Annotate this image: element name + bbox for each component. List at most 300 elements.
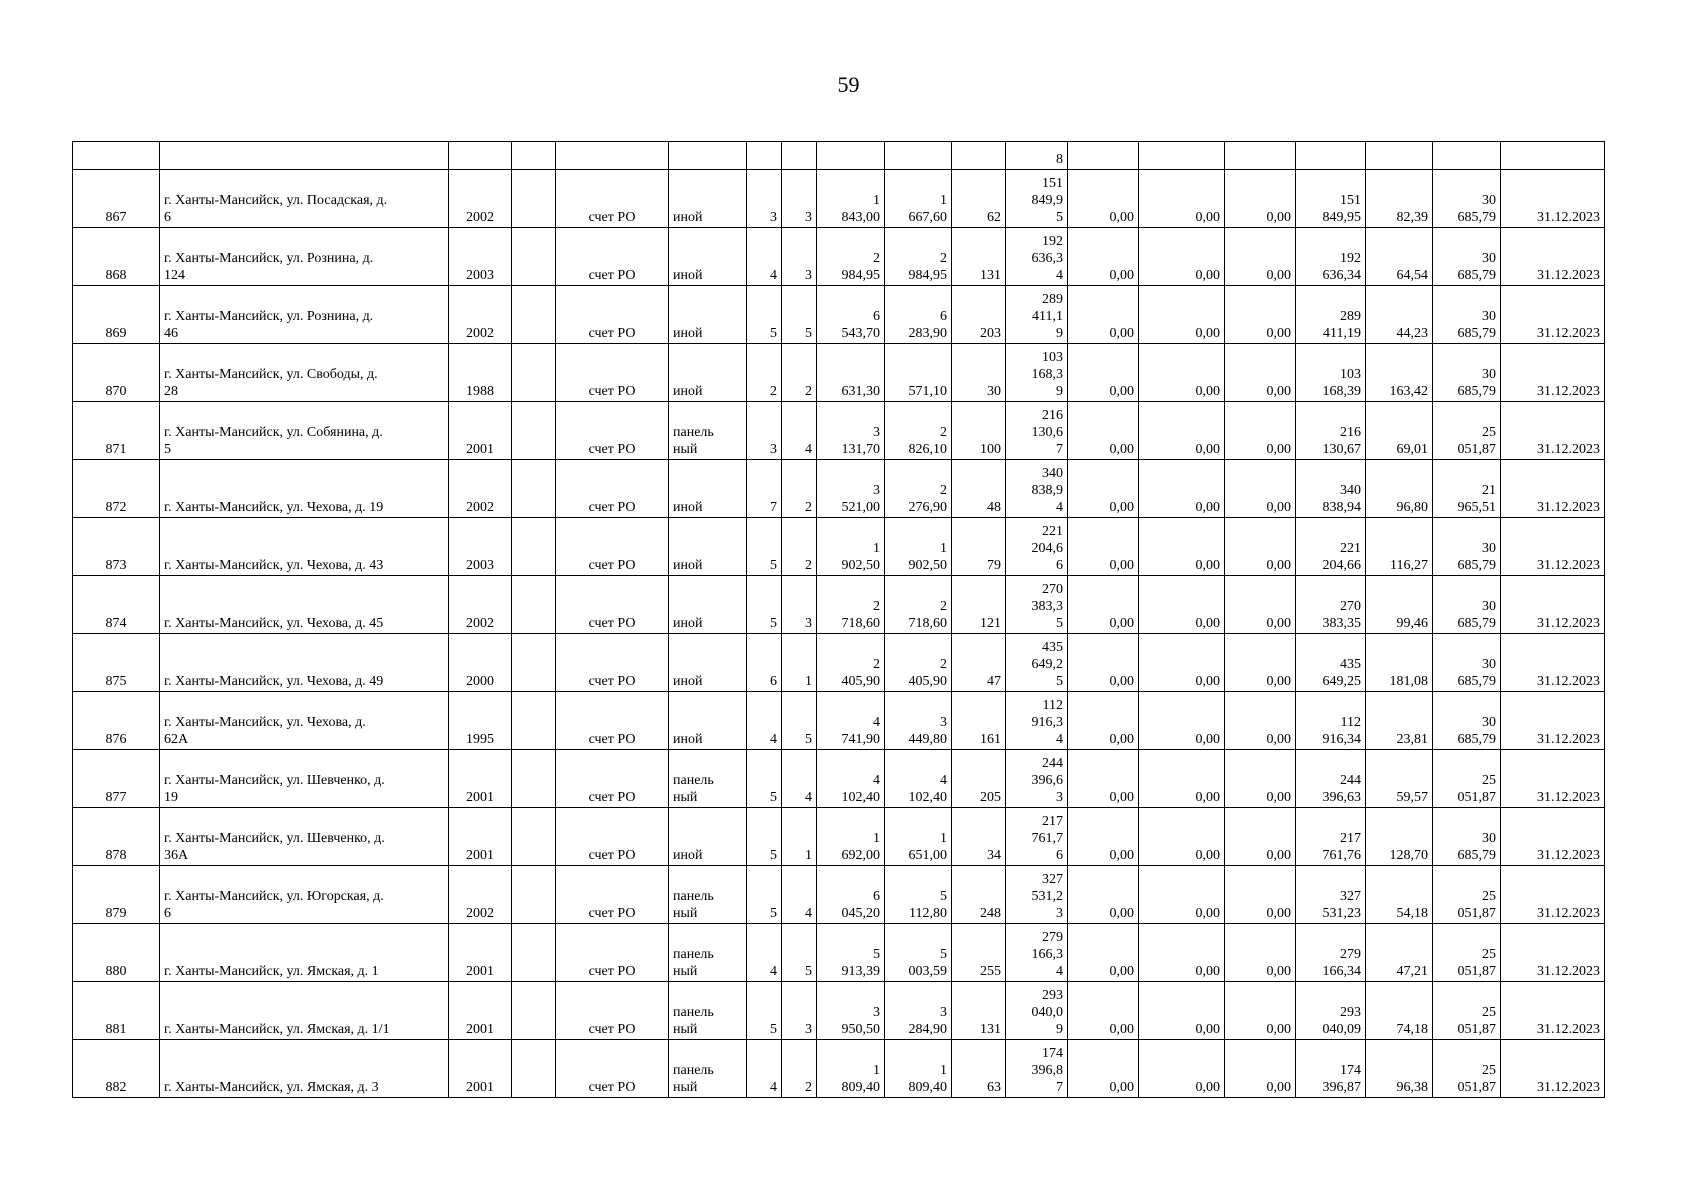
fund-municipal-cell: 0,00 (1225, 982, 1296, 1040)
fund-federal-cell: 0,00 (1068, 692, 1139, 750)
total-area-cell: 1 809,40 (817, 1040, 885, 1098)
wall-material-cell: иной (669, 576, 747, 634)
fund-regional-cell: 0,00 (1139, 286, 1225, 344)
table-row (73, 866, 1605, 924)
total-cost-cell: 293 040,0 9 (1006, 982, 1068, 1040)
build-year-cell: 2001 (449, 402, 512, 460)
total-area-cell: 3 521,00 (817, 460, 885, 518)
empty-cell-cell (512, 576, 556, 634)
wall-material-cell: иной (669, 228, 747, 286)
total-area-cell: 2 984,95 (817, 228, 885, 286)
continuation-cell (556, 142, 669, 170)
fund-owners-cell: 112 916,34 (1296, 692, 1366, 750)
empty-cell-cell (512, 344, 556, 402)
unit-cost-cell: 44,23 (1366, 286, 1433, 344)
floors-cell: 3 (747, 402, 782, 460)
unit-cost-limit-cell: 30 685,79 (1433, 170, 1501, 228)
empty-cell-cell (512, 170, 556, 228)
wall-material-cell: панель ный (669, 750, 747, 808)
empty-cell-cell (512, 808, 556, 866)
fund-account-cell: счет РО (556, 170, 669, 228)
entrances-cell: 3 (782, 982, 817, 1040)
total-area-cell: 2 718,60 (817, 576, 885, 634)
fund-federal-cell: 0,00 (1068, 286, 1139, 344)
completion-date-cell: 31.12.2023 (1501, 982, 1605, 1040)
living-area-cell: 2 984,95 (885, 228, 952, 286)
residents-cell: 48 (952, 460, 1006, 518)
entrances-cell: 4 (782, 402, 817, 460)
fund-account-cell: счет РО (556, 808, 669, 866)
floors-cell: 5 (747, 518, 782, 576)
empty-cell-cell (512, 402, 556, 460)
unit-cost-cell: 23,81 (1366, 692, 1433, 750)
living-area-cell: 571,10 (885, 344, 952, 402)
completion-date-cell: 31.12.2023 (1501, 576, 1605, 634)
fund-account-cell: счет РО (556, 576, 669, 634)
row-number-cell: 870 (73, 344, 160, 402)
build-year-cell: 2002 (449, 866, 512, 924)
fund-owners-cell: 221 204,66 (1296, 518, 1366, 576)
residents-cell: 63 (952, 1040, 1006, 1098)
continuation-cell (885, 142, 952, 170)
fund-owners-cell: 216 130,67 (1296, 402, 1366, 460)
total-cost-cell: 151 849,9 5 (1006, 170, 1068, 228)
fund-municipal-cell: 0,00 (1225, 576, 1296, 634)
build-year-cell: 2001 (449, 750, 512, 808)
residents-cell: 205 (952, 750, 1006, 808)
wall-material-cell: иной (669, 170, 747, 228)
floors-cell: 3 (747, 170, 782, 228)
floors-cell: 4 (747, 1040, 782, 1098)
total-cost-cell: 217 761,7 6 (1006, 808, 1068, 866)
fund-owners-cell: 270 383,35 (1296, 576, 1366, 634)
fund-municipal-cell: 0,00 (1225, 344, 1296, 402)
living-area-cell: 5 003,59 (885, 924, 952, 982)
wall-material-cell: иной (669, 286, 747, 344)
residents-cell: 62 (952, 170, 1006, 228)
total-cost-cell: 279 166,3 4 (1006, 924, 1068, 982)
fund-regional-cell: 0,00 (1139, 866, 1225, 924)
total-area-cell: 6 543,70 (817, 286, 885, 344)
row-number-cell: 879 (73, 866, 160, 924)
continuation-cell (1068, 142, 1139, 170)
entrances-cell: 2 (782, 518, 817, 576)
unit-cost-cell: 69,01 (1366, 402, 1433, 460)
row-number-cell: 868 (73, 228, 160, 286)
table-row (73, 924, 1605, 982)
unit-cost-cell: 96,80 (1366, 460, 1433, 518)
fund-federal-cell: 0,00 (1068, 982, 1139, 1040)
empty-cell-cell (512, 982, 556, 1040)
living-area-cell: 2 718,60 (885, 576, 952, 634)
fund-owners-cell: 289 411,19 (1296, 286, 1366, 344)
address-cell: г. Ханты-Мансийск, ул. Чехова, д. 43 (160, 518, 449, 576)
unit-cost-limit-cell: 30 685,79 (1433, 808, 1501, 866)
unit-cost-cell: 59,57 (1366, 750, 1433, 808)
floors-cell: 2 (747, 344, 782, 402)
continuation-cell: 8 (1006, 142, 1068, 170)
fund-regional-cell: 0,00 (1139, 750, 1225, 808)
unit-cost-cell: 116,27 (1366, 518, 1433, 576)
continuation-cell (952, 142, 1006, 170)
residents-cell: 131 (952, 228, 1006, 286)
continuation-cell (1296, 142, 1366, 170)
unit-cost-limit-cell: 25 051,87 (1433, 750, 1501, 808)
fund-account-cell: счет РО (556, 924, 669, 982)
row-number-cell: 873 (73, 518, 160, 576)
table-row (73, 1040, 1605, 1098)
entrances-cell: 1 (782, 808, 817, 866)
total-area-cell: 4 741,90 (817, 692, 885, 750)
entrances-cell: 2 (782, 1040, 817, 1098)
completion-date-cell: 31.12.2023 (1501, 866, 1605, 924)
completion-date-cell: 31.12.2023 (1501, 634, 1605, 692)
total-area-cell: 5 913,39 (817, 924, 885, 982)
fund-federal-cell: 0,00 (1068, 634, 1139, 692)
build-year-cell: 1995 (449, 692, 512, 750)
unit-cost-limit-cell: 30 685,79 (1433, 634, 1501, 692)
living-area-cell: 6 283,90 (885, 286, 952, 344)
fund-federal-cell: 0,00 (1068, 402, 1139, 460)
fund-regional-cell: 0,00 (1139, 1040, 1225, 1098)
completion-date-cell: 31.12.2023 (1501, 286, 1605, 344)
fund-federal-cell: 0,00 (1068, 170, 1139, 228)
residents-cell: 255 (952, 924, 1006, 982)
row-number-cell: 875 (73, 634, 160, 692)
fund-municipal-cell: 0,00 (1225, 866, 1296, 924)
address-cell: г. Ханты-Мансийск, ул. Рознина, д. 46 (160, 286, 449, 344)
completion-date-cell: 31.12.2023 (1501, 402, 1605, 460)
entrances-cell: 1 (782, 634, 817, 692)
housing-registry-table (72, 141, 1605, 1098)
total-area-cell: 631,30 (817, 344, 885, 402)
completion-date-cell: 31.12.2023 (1501, 924, 1605, 982)
table-row (73, 286, 1605, 344)
fund-owners-cell: 217 761,76 (1296, 808, 1366, 866)
build-year-cell: 2001 (449, 808, 512, 866)
fund-regional-cell: 0,00 (1139, 228, 1225, 286)
living-area-cell: 5 112,80 (885, 866, 952, 924)
total-cost-cell: 435 649,2 5 (1006, 634, 1068, 692)
total-cost-cell: 340 838,9 4 (1006, 460, 1068, 518)
table-row (73, 228, 1605, 286)
living-area-cell: 1 667,60 (885, 170, 952, 228)
empty-cell-cell (512, 866, 556, 924)
unit-cost-limit-cell: 25 051,87 (1433, 1040, 1501, 1098)
total-cost-cell: 174 396,8 7 (1006, 1040, 1068, 1098)
fund-owners-cell: 293 040,09 (1296, 982, 1366, 1040)
continuation-cell (449, 142, 512, 170)
fund-municipal-cell: 0,00 (1225, 518, 1296, 576)
address-cell: г. Ханты-Мансийск, ул. Чехова, д. 49 (160, 634, 449, 692)
build-year-cell: 2002 (449, 576, 512, 634)
floors-cell: 5 (747, 982, 782, 1040)
row-number-cell: 881 (73, 982, 160, 1040)
entrances-cell: 4 (782, 866, 817, 924)
floors-cell: 5 (747, 866, 782, 924)
wall-material-cell: панель ный (669, 866, 747, 924)
entrances-cell: 5 (782, 286, 817, 344)
fund-municipal-cell: 0,00 (1225, 170, 1296, 228)
unit-cost-cell: 74,18 (1366, 982, 1433, 1040)
fund-owners-cell: 151 849,95 (1296, 170, 1366, 228)
living-area-cell: 3 284,90 (885, 982, 952, 1040)
fund-municipal-cell: 0,00 (1225, 924, 1296, 982)
completion-date-cell: 31.12.2023 (1501, 692, 1605, 750)
table-row (73, 170, 1605, 228)
fund-owners-cell: 340 838,94 (1296, 460, 1366, 518)
unit-cost-cell: 163,42 (1366, 344, 1433, 402)
living-area-cell: 1 809,40 (885, 1040, 952, 1098)
wall-material-cell: иной (669, 460, 747, 518)
floors-cell: 6 (747, 634, 782, 692)
table-row (73, 750, 1605, 808)
fund-regional-cell: 0,00 (1139, 402, 1225, 460)
residents-cell: 30 (952, 344, 1006, 402)
fund-municipal-cell: 0,00 (1225, 692, 1296, 750)
unit-cost-limit-cell: 30 685,79 (1433, 576, 1501, 634)
table-row (73, 634, 1605, 692)
total-cost-cell: 103 168,3 9 (1006, 344, 1068, 402)
unit-cost-cell: 64,54 (1366, 228, 1433, 286)
fund-regional-cell: 0,00 (1139, 460, 1225, 518)
fund-owners-cell: 244 396,63 (1296, 750, 1366, 808)
address-cell: г. Ханты-Мансийск, ул. Чехова, д. 62А (160, 692, 449, 750)
unit-cost-limit-cell: 25 051,87 (1433, 866, 1501, 924)
continuation-cell (160, 142, 449, 170)
unit-cost-limit-cell: 30 685,79 (1433, 518, 1501, 576)
continuation-cell (1139, 142, 1225, 170)
build-year-cell: 2001 (449, 924, 512, 982)
total-area-cell: 2 405,90 (817, 634, 885, 692)
fund-municipal-cell: 0,00 (1225, 402, 1296, 460)
unit-cost-cell: 82,39 (1366, 170, 1433, 228)
address-cell: г. Ханты-Мансийск, ул. Свободы, д. 28 (160, 344, 449, 402)
fund-account-cell: счет РО (556, 228, 669, 286)
fund-regional-cell: 0,00 (1139, 344, 1225, 402)
completion-date-cell: 31.12.2023 (1501, 518, 1605, 576)
residents-cell: 131 (952, 982, 1006, 1040)
wall-material-cell: панель ный (669, 1040, 747, 1098)
fund-federal-cell: 0,00 (1068, 518, 1139, 576)
continuation-cell (782, 142, 817, 170)
continuation-cell (1501, 142, 1605, 170)
fund-owners-cell: 103 168,39 (1296, 344, 1366, 402)
unit-cost-limit-cell: 30 685,79 (1433, 692, 1501, 750)
build-year-cell: 2001 (449, 1040, 512, 1098)
row-number-cell: 880 (73, 924, 160, 982)
fund-federal-cell: 0,00 (1068, 228, 1139, 286)
fund-municipal-cell: 0,00 (1225, 750, 1296, 808)
wall-material-cell: иной (669, 808, 747, 866)
entrances-cell: 3 (782, 228, 817, 286)
fund-federal-cell: 0,00 (1068, 344, 1139, 402)
empty-cell-cell (512, 924, 556, 982)
fund-owners-cell: 192 636,34 (1296, 228, 1366, 286)
living-area-cell: 2 276,90 (885, 460, 952, 518)
build-year-cell: 1988 (449, 344, 512, 402)
continuation-row (73, 142, 1605, 170)
residents-cell: 248 (952, 866, 1006, 924)
completion-date-cell: 31.12.2023 (1501, 750, 1605, 808)
fund-owners-cell: 279 166,34 (1296, 924, 1366, 982)
build-year-cell: 2003 (449, 518, 512, 576)
fund-regional-cell: 0,00 (1139, 634, 1225, 692)
fund-federal-cell: 0,00 (1068, 808, 1139, 866)
continuation-cell (1366, 142, 1433, 170)
residents-cell: 47 (952, 634, 1006, 692)
continuation-cell (512, 142, 556, 170)
entrances-cell: 2 (782, 344, 817, 402)
build-year-cell: 2000 (449, 634, 512, 692)
living-area-cell: 1 902,50 (885, 518, 952, 576)
build-year-cell: 2002 (449, 170, 512, 228)
residents-cell: 34 (952, 808, 1006, 866)
unit-cost-cell: 99,46 (1366, 576, 1433, 634)
entrances-cell: 4 (782, 750, 817, 808)
entrances-cell: 5 (782, 692, 817, 750)
row-number-cell: 877 (73, 750, 160, 808)
table-row (73, 808, 1605, 866)
total-cost-cell: 244 396,6 3 (1006, 750, 1068, 808)
wall-material-cell: иной (669, 344, 747, 402)
living-area-cell: 2 405,90 (885, 634, 952, 692)
empty-cell-cell (512, 518, 556, 576)
table-row (73, 518, 1605, 576)
total-cost-cell: 112 916,3 4 (1006, 692, 1068, 750)
row-number-cell: 876 (73, 692, 160, 750)
address-cell: г. Ханты-Мансийск, ул. Ямская, д. 1 (160, 924, 449, 982)
fund-account-cell: счет РО (556, 634, 669, 692)
fund-account-cell: счет РО (556, 750, 669, 808)
empty-cell-cell (512, 692, 556, 750)
fund-regional-cell: 0,00 (1139, 518, 1225, 576)
floors-cell: 5 (747, 808, 782, 866)
fund-regional-cell: 0,00 (1139, 170, 1225, 228)
total-cost-cell: 221 204,6 6 (1006, 518, 1068, 576)
table-row (73, 576, 1605, 634)
address-cell: г. Ханты-Мансийск, ул. Шевченко, д. 36А (160, 808, 449, 866)
total-cost-cell: 192 636,3 4 (1006, 228, 1068, 286)
row-number-cell: 867 (73, 170, 160, 228)
table-row (73, 402, 1605, 460)
unit-cost-limit-cell: 25 051,87 (1433, 982, 1501, 1040)
residents-cell: 121 (952, 576, 1006, 634)
entrances-cell: 3 (782, 576, 817, 634)
address-cell: г. Ханты-Мансийск, ул. Шевченко, д. 19 (160, 750, 449, 808)
total-cost-cell: 327 531,2 3 (1006, 866, 1068, 924)
wall-material-cell: панель ный (669, 982, 747, 1040)
continuation-cell (747, 142, 782, 170)
floors-cell: 7 (747, 460, 782, 518)
fund-account-cell: счет РО (556, 866, 669, 924)
address-cell: г. Ханты-Мансийск, ул. Югорская, д. 6 (160, 866, 449, 924)
empty-cell-cell (512, 228, 556, 286)
row-number-cell: 872 (73, 460, 160, 518)
fund-municipal-cell: 0,00 (1225, 808, 1296, 866)
empty-cell-cell (512, 286, 556, 344)
wall-material-cell: иной (669, 634, 747, 692)
wall-material-cell: панель ный (669, 402, 747, 460)
table-row (73, 460, 1605, 518)
address-cell: г. Ханты-Мансийск, ул. Чехова, д. 19 (160, 460, 449, 518)
table-body (73, 142, 1605, 1098)
fund-regional-cell: 0,00 (1139, 924, 1225, 982)
table-row (73, 692, 1605, 750)
residents-cell: 100 (952, 402, 1006, 460)
fund-regional-cell: 0,00 (1139, 576, 1225, 634)
fund-account-cell: счет РО (556, 692, 669, 750)
total-area-cell: 1 692,00 (817, 808, 885, 866)
residents-cell: 203 (952, 286, 1006, 344)
fund-owners-cell: 327 531,23 (1296, 866, 1366, 924)
unit-cost-cell: 54,18 (1366, 866, 1433, 924)
living-area-cell: 1 651,00 (885, 808, 952, 866)
address-cell: г. Ханты-Мансийск, ул. Посадская, д. 6 (160, 170, 449, 228)
floors-cell: 4 (747, 924, 782, 982)
living-area-cell: 3 449,80 (885, 692, 952, 750)
continuation-cell (669, 142, 747, 170)
entrances-cell: 2 (782, 460, 817, 518)
completion-date-cell: 31.12.2023 (1501, 228, 1605, 286)
table-row (73, 982, 1605, 1040)
completion-date-cell: 31.12.2023 (1501, 460, 1605, 518)
row-number-cell: 874 (73, 576, 160, 634)
unit-cost-cell: 181,08 (1366, 634, 1433, 692)
fund-owners-cell: 435 649,25 (1296, 634, 1366, 692)
living-area-cell: 4 102,40 (885, 750, 952, 808)
total-cost-cell: 270 383,3 5 (1006, 576, 1068, 634)
unit-cost-limit-cell: 30 685,79 (1433, 228, 1501, 286)
fund-municipal-cell: 0,00 (1225, 460, 1296, 518)
total-area-cell: 3 131,70 (817, 402, 885, 460)
floors-cell: 5 (747, 576, 782, 634)
residents-cell: 161 (952, 692, 1006, 750)
empty-cell-cell (512, 460, 556, 518)
entrances-cell: 5 (782, 924, 817, 982)
unit-cost-cell: 128,70 (1366, 808, 1433, 866)
build-year-cell: 2002 (449, 460, 512, 518)
fund-account-cell: счет РО (556, 460, 669, 518)
row-number-cell: 869 (73, 286, 160, 344)
fund-municipal-cell: 0,00 (1225, 228, 1296, 286)
address-cell: г. Ханты-Мансийск, ул. Собянина, д. 5 (160, 402, 449, 460)
fund-federal-cell: 0,00 (1068, 1040, 1139, 1098)
fund-account-cell: счет РО (556, 982, 669, 1040)
fund-federal-cell: 0,00 (1068, 924, 1139, 982)
total-cost-cell: 216 130,6 7 (1006, 402, 1068, 460)
unit-cost-limit-cell: 21 965,51 (1433, 460, 1501, 518)
fund-federal-cell: 0,00 (1068, 576, 1139, 634)
fund-regional-cell: 0,00 (1139, 808, 1225, 866)
fund-account-cell: счет РО (556, 286, 669, 344)
unit-cost-limit-cell: 30 685,79 (1433, 286, 1501, 344)
entrances-cell: 3 (782, 170, 817, 228)
address-cell: г. Ханты-Мансийск, ул. Ямская, д. 1/1 (160, 982, 449, 1040)
row-number-cell: 871 (73, 402, 160, 460)
page-number: 59 (837, 72, 860, 97)
living-area-cell: 2 826,10 (885, 402, 952, 460)
fund-account-cell: счет РО (556, 402, 669, 460)
total-area-cell: 4 102,40 (817, 750, 885, 808)
unit-cost-limit-cell: 25 051,87 (1433, 924, 1501, 982)
fund-federal-cell: 0,00 (1068, 460, 1139, 518)
build-year-cell: 2002 (449, 286, 512, 344)
fund-federal-cell: 0,00 (1068, 866, 1139, 924)
fund-municipal-cell: 0,00 (1225, 286, 1296, 344)
fund-account-cell: счет РО (556, 1040, 669, 1098)
completion-date-cell: 31.12.2023 (1501, 808, 1605, 866)
